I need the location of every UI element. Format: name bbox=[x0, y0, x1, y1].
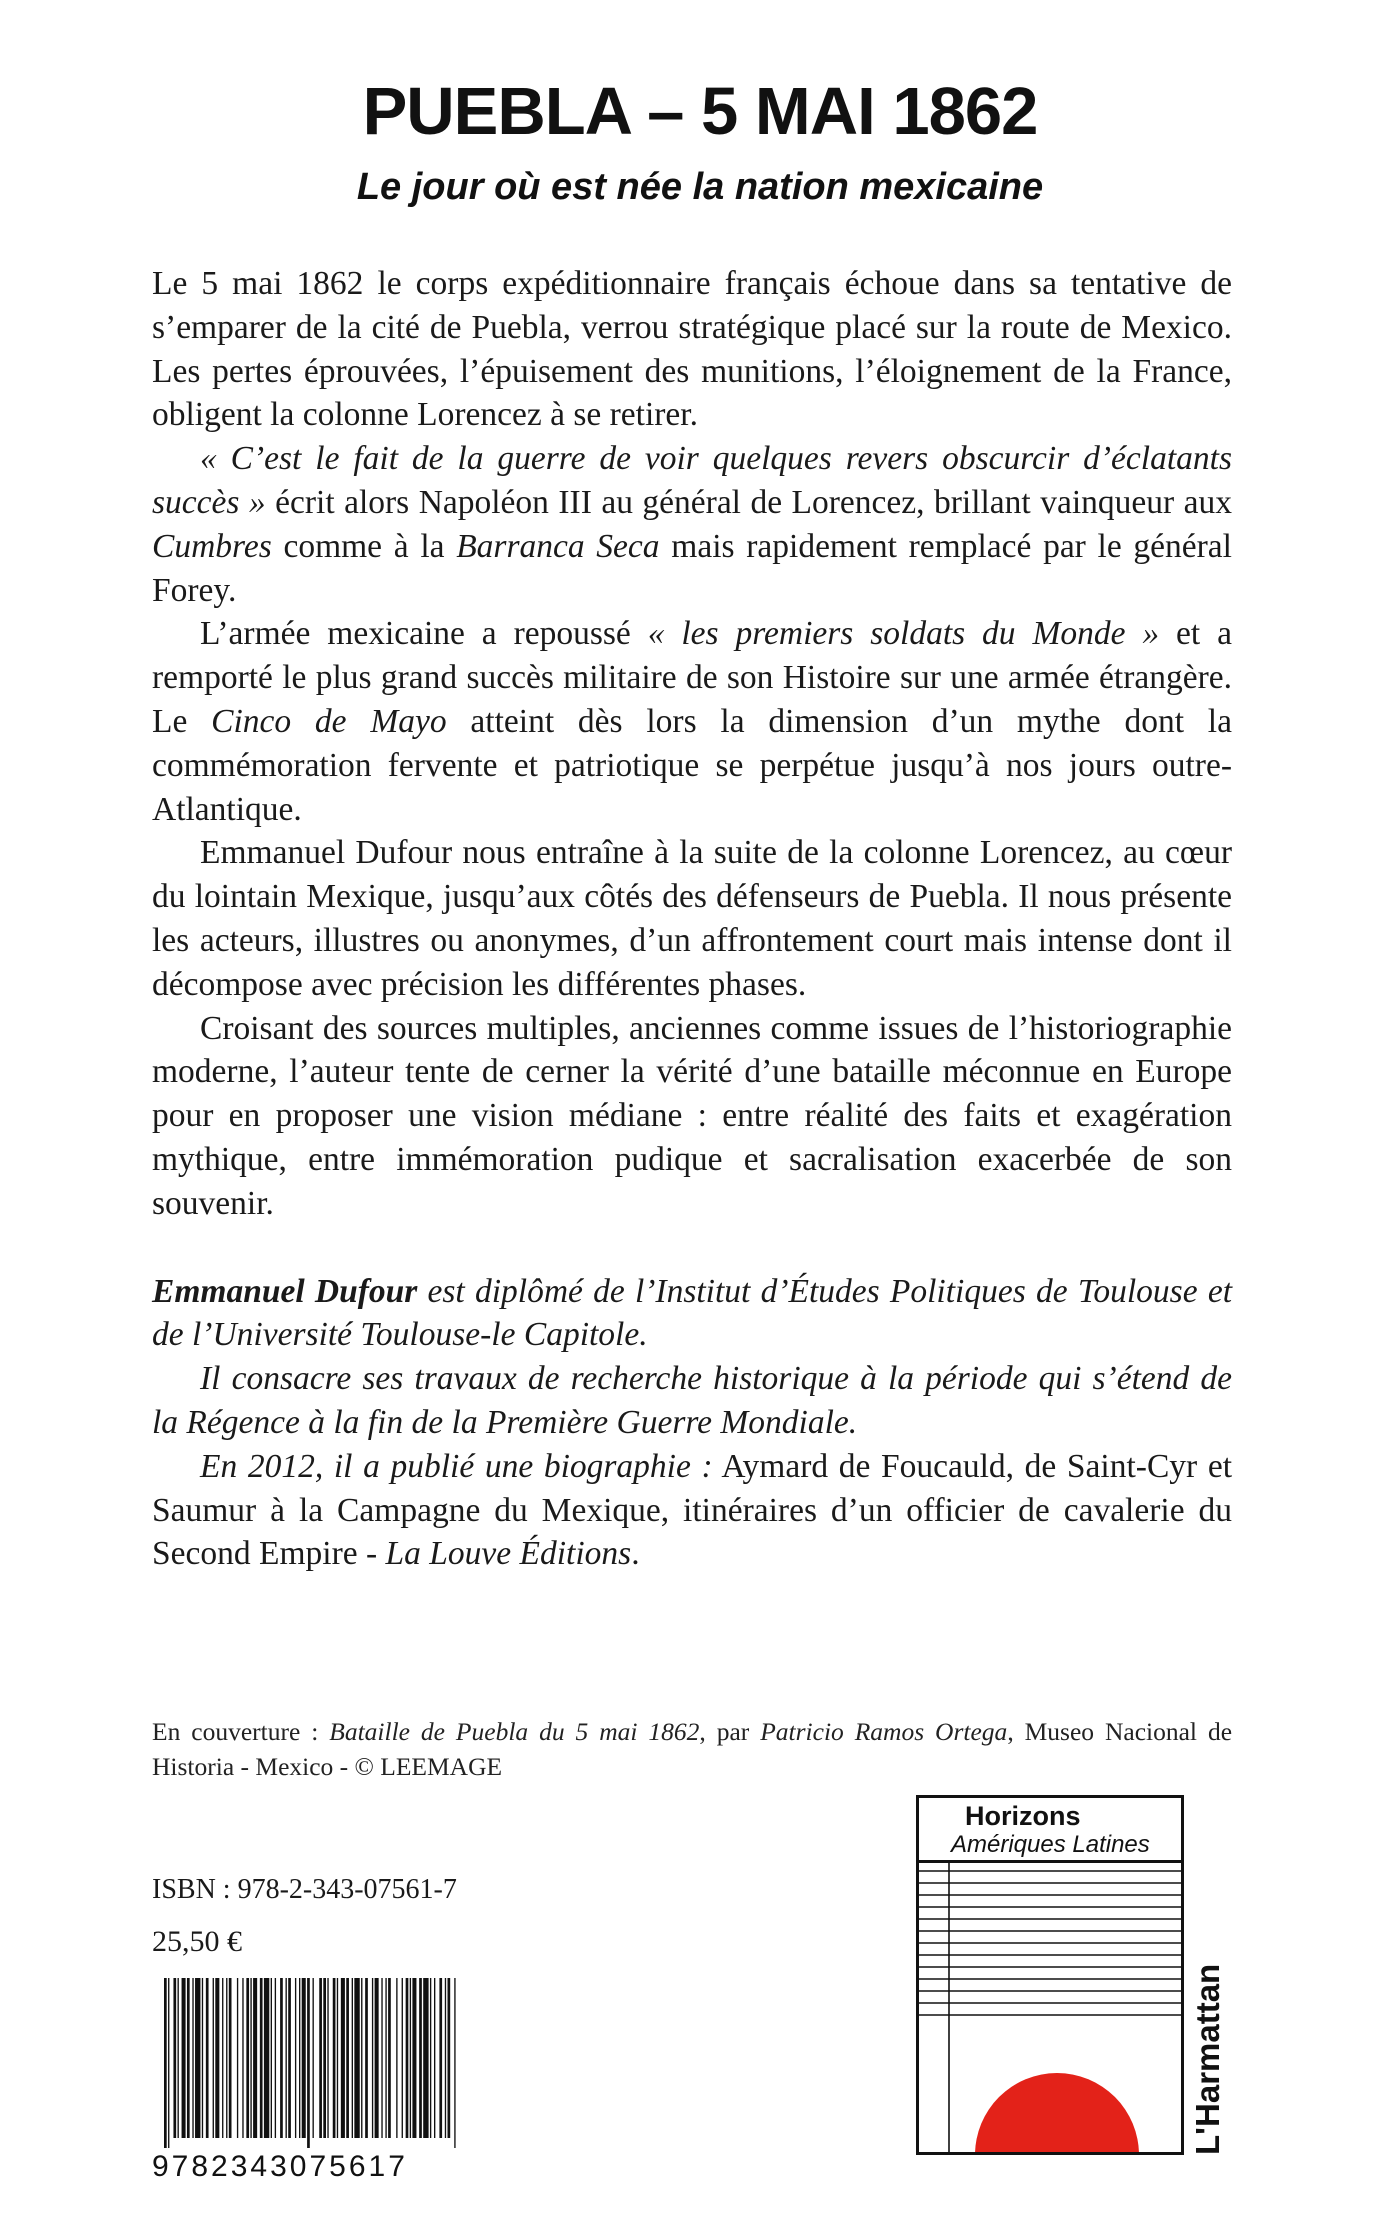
barcode-bar bbox=[410, 1978, 411, 2138]
credits-par: , par bbox=[699, 1717, 761, 1746]
barcode-bar bbox=[264, 1978, 269, 2138]
blurb-paragraph-4: Emmanuel Dufour nous entraîne à la suite de la colonne Lorencez, au cœur du lointain Mexique, jusqu’aux côtés des défenseurs de Puebla. Il nous présente les acteurs, illustres ou anonymes, d’un affrontement court mais intense dont il décompose avec précision les différentes phases. bbox=[152, 834, 1232, 1003]
credits-painter: Patricio Ramos Ortega bbox=[760, 1717, 1008, 1746]
blurb-p3-text-b: et a remporté le plus grand succès militaire de son Histoire sur une armée étrangère. Le bbox=[152, 615, 1232, 740]
barcode-bar bbox=[337, 1978, 338, 2138]
barcode-bar bbox=[250, 1978, 251, 2138]
blurb-paragraph-2 bbox=[152, 437, 1232, 612]
book-subtitle: Le jour où est née la nation mexicaine bbox=[356, 166, 1044, 208]
blurb-p3-text-a: L’armée mexicaine a repoussé bbox=[200, 615, 648, 653]
barcode-bar bbox=[206, 1978, 209, 2138]
soldats-quote: « les premiers soldats du Monde » bbox=[647, 615, 1160, 653]
barcode-bar bbox=[299, 1978, 300, 2138]
barcode-bar bbox=[448, 1978, 451, 2138]
place-barranca-seca: Barranca Seca bbox=[456, 527, 660, 565]
barcode-bar bbox=[187, 1978, 190, 2138]
publisher-name: L'Harmattan bbox=[1189, 1963, 1226, 2155]
barcode-bar bbox=[341, 1978, 345, 2138]
barcode-bar bbox=[406, 1978, 409, 2138]
blurb bbox=[152, 262, 1232, 1576]
author-bio-3-end: . bbox=[631, 1535, 640, 1573]
author-bio-3 bbox=[152, 1445, 1232, 1576]
barcode-bar bbox=[178, 1978, 179, 2138]
barcode-bar bbox=[307, 1978, 310, 2148]
barcode bbox=[160, 1978, 460, 2148]
author-bio-2: Il consacre ses travaux de recherche historique à la période qui s’étend de la Régence à la fin de la Première Guerre Mondiale. bbox=[152, 1360, 1232, 1441]
barcode-bar bbox=[302, 1978, 306, 2138]
price: 25,50 € bbox=[152, 1925, 242, 1958]
subcollection-name: Amériques Latines bbox=[951, 1831, 1150, 1858]
barcode-bar bbox=[365, 1978, 368, 2138]
barcode-bar bbox=[192, 1978, 193, 2138]
barcode-bar bbox=[434, 1978, 435, 2138]
barcode-bar bbox=[454, 1978, 455, 2148]
barcode-bar bbox=[388, 1978, 391, 2138]
blurb-p2-text-a: écrit alors Napoléon III au général de Lorencez, brillant vainqueur aux bbox=[265, 483, 1232, 521]
barcode-bar bbox=[242, 1978, 243, 2138]
barcode-bar bbox=[182, 1978, 186, 2138]
barcode-bar bbox=[260, 1978, 263, 2138]
barcode-bar bbox=[323, 1978, 326, 2138]
author-bio-1 bbox=[152, 1270, 1232, 1358]
logo-header bbox=[919, 1798, 1181, 1863]
credits-rest: , Museo Nacional de Historia - Mexico - © LEEMAGE bbox=[152, 1717, 1233, 1781]
cover-credits bbox=[152, 1714, 1232, 1784]
barcode-bar bbox=[375, 1978, 379, 2138]
publisher-logo bbox=[916, 1795, 1226, 2169]
barcode-bar bbox=[354, 1978, 359, 2138]
barcode-bar bbox=[423, 1978, 428, 2138]
barcode-bar bbox=[202, 1978, 203, 2138]
barcode-bar bbox=[295, 1978, 296, 2138]
barcode-bar bbox=[237, 1978, 238, 2138]
barcode-bar bbox=[280, 1978, 283, 2138]
barcode-bar bbox=[229, 1978, 232, 2138]
sun-icon bbox=[975, 2073, 1139, 2155]
barcode-bar bbox=[215, 1978, 219, 2138]
barcode-bar bbox=[396, 1978, 397, 2138]
barcode-bar bbox=[246, 1978, 249, 2138]
isbn: ISBN : 978-2-343-07561-7 bbox=[152, 1874, 457, 1905]
author-bio-3-publisher: La Louve Éditions bbox=[385, 1535, 632, 1573]
blurb-paragraph-1: Le 5 mai 1862 le corps expéditionnaire français échoue dans sa tentative de s’emparer de la cité de Puebla, verrou stratégique placé sur la route de Mexico. Les pertes éprouvées, l’épuisement des munitions, l’éloignement de la France, obligent la colonne Lorencez à se retirer. bbox=[152, 265, 1232, 434]
napoleon-quote: « C’est le fait de la guerre de voir quelques revers obscurcir d’éclatants succès » bbox=[152, 440, 1232, 521]
barcode-bar bbox=[168, 1978, 169, 2148]
blurb-paragraph-3 bbox=[152, 612, 1232, 831]
logo-frame bbox=[916, 1795, 1184, 2155]
barcode-bar bbox=[313, 1978, 314, 2138]
blurb-p2-text-c: mais rapidement remplacé par le général Forey. bbox=[152, 527, 1232, 609]
author-bio-3-book: Aymard de Foucauld, de Saint-Cyr et Saumur à la Campagne du Mexique, itinéraires d’un officier de cavalerie du Second Empire - bbox=[152, 1447, 1232, 1573]
barcode-bar bbox=[275, 1978, 276, 2138]
barcode-bar bbox=[402, 1978, 403, 2138]
author-name: Emmanuel Dufour bbox=[152, 1272, 418, 1310]
barcode-bar bbox=[361, 1978, 362, 2138]
barcode-bar bbox=[271, 1978, 272, 2138]
place-cumbres: Cumbres bbox=[152, 527, 272, 565]
blurb-p2-text-b: comme à la bbox=[271, 527, 457, 565]
barcode-number: 9782343075617 bbox=[152, 2150, 408, 2183]
barcode-bar bbox=[173, 1978, 176, 2138]
barcode-bar bbox=[327, 1978, 328, 2138]
barcode-bar bbox=[213, 1978, 214, 2138]
collection-name: Horizons bbox=[965, 1801, 1081, 1831]
barcode-bar bbox=[253, 1978, 257, 2138]
book-title: PUEBLA – 5 MAI 1862 bbox=[362, 74, 1038, 149]
barcode-bar bbox=[372, 1978, 373, 2138]
barcode-bar bbox=[439, 1978, 442, 2138]
barcode-bar bbox=[419, 1978, 422, 2138]
barcode-bar bbox=[319, 1978, 322, 2138]
blurb-p3-text-c: atteint dès lors la dimension d’un mythe dont la commémoration fervente et patriotique se perpétue jusqu’à nos jours outre-Atlantique. bbox=[152, 702, 1232, 828]
barcode-bar bbox=[381, 1978, 382, 2138]
barcode-bar bbox=[352, 1978, 353, 2138]
barcode-bar bbox=[412, 1978, 416, 2138]
barcode-bar bbox=[333, 1978, 336, 2138]
barcode-bar bbox=[430, 1978, 431, 2138]
blurb-paragraph-5: Croisant des sources multiples, anciennes comme issues de l’historiographie moderne, l’auteur tente de cerner la vérité d’une bataille méconnue en Europe pour en proposer une vision médiane : entre réalité des faits et exagération mythique, entre immémoration pudique et sacralisation exacerbée de son souvenir. bbox=[152, 1009, 1232, 1222]
barcode-bar bbox=[226, 1978, 227, 2138]
barcode-bar bbox=[195, 1978, 200, 2138]
horizon-lines-icon bbox=[919, 1863, 1181, 2155]
author-bio-1-text: est diplômé de l’Institut d’Études Politiques de Toulouse et de l’Université Toulouse-le Capitole. bbox=[152, 1272, 1233, 1354]
barcode-bar bbox=[164, 1978, 167, 2148]
barcode-bar bbox=[286, 1978, 287, 2138]
barcode-bar bbox=[445, 1978, 446, 2138]
barcode-bar bbox=[346, 1978, 349, 2138]
author-bio-3-lead: En 2012, il a publié une biographie : bbox=[200, 1447, 713, 1485]
cinco-de-mayo: Cinco de Mayo bbox=[211, 702, 447, 740]
barcode-bar bbox=[222, 1978, 223, 2138]
credits-work: Bataille de Puebla du 5 mai 1862 bbox=[329, 1717, 700, 1746]
credits-lead: En couverture : bbox=[152, 1717, 330, 1746]
barcode-bar bbox=[288, 1978, 291, 2138]
barcode-bar bbox=[385, 1978, 386, 2138]
